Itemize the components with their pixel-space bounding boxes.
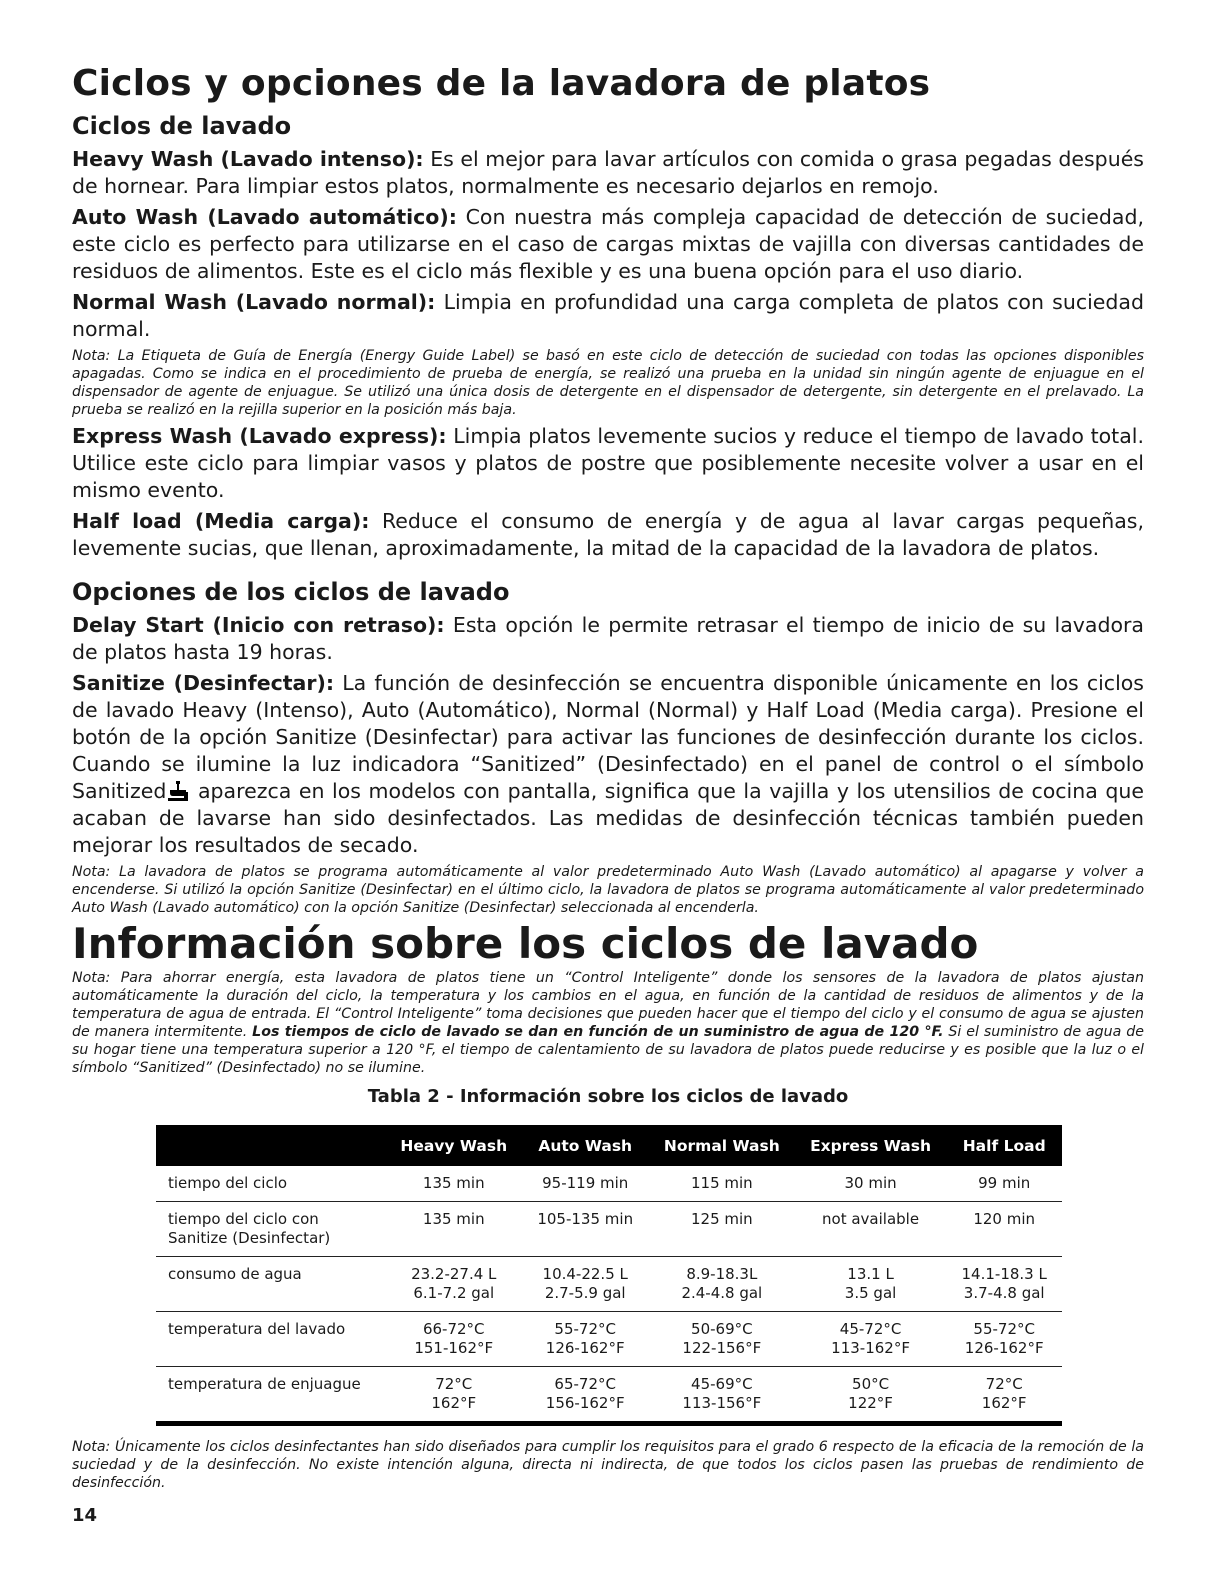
table-header-cell: Auto Wash [522, 1125, 649, 1166]
row-label: tiempo del ciclo [156, 1166, 386, 1202]
sanitized-symbol-icon [167, 780, 189, 802]
table-header-cell: Half Load [946, 1125, 1062, 1166]
table-header-cell: Normal Wash [649, 1125, 795, 1166]
cycle-description: Es el mejor para lavar artículos con comida o grasa pegadas después de hornear. Para limpiar estos platos, normalmente es necesario dejarlos en remojo. [72, 147, 1144, 198]
cell-value: 162°F [431, 1394, 477, 1412]
cell-value: 6.1-7.2 gal [413, 1284, 495, 1302]
table-cell [795, 1367, 947, 1424]
page-content [72, 62, 1144, 1496]
cell-value: 55-72°C [973, 1320, 1035, 1338]
option-delay-start [72, 612, 1144, 666]
section-heading-cycles: Ciclos de lavado [72, 112, 292, 140]
cell-value: 55-72°C [554, 1320, 616, 1338]
option-description-continued: aparezca en los modelos con pantalla, significa que la vajilla y los utensilios de cocina que acaban de lavarse han sido desinfectados. Las medidas de desinfección técnicas también pueden mejorar los resultados de secado. [72, 779, 1144, 857]
cell-value: 23.2-27.4 L [411, 1265, 497, 1283]
cycle-description: Reduce el consumo de energía y de agua al lavar cargas pequeñas, levemente sucias, que llenan, aproximadamente, la mitad de la capacidad de la lavadora de platos. [72, 509, 1144, 560]
table-cell [795, 1202, 947, 1257]
row-label: consumo de agua [156, 1257, 386, 1312]
cell-value: 120 min [973, 1210, 1036, 1228]
page-title: Ciclos y opciones de la lavadora de platos [72, 63, 931, 104]
table-cell [522, 1257, 649, 1312]
energy-guide-note: Nota: La Etiqueta de Guía de Energía (Energy Guide Label) se basó en este ciclo de detección de suciedad con todas las opciones disponibles apagadas. Como se indica en el procedimiento de prueba de energía, se realizó una prueba en la unidad sin ningún agente de enjuague en el dispensador de agente de enjuague. Se utilizó una única dosis de detergente en el dispensador de detergente, sin detergente en el prelavado. La prueba se realizó en la rejilla superior en la posición más baja. [72, 348, 1144, 418]
cell-value: 156-162°F [545, 1394, 625, 1412]
table-cell [522, 1166, 649, 1202]
cycle-term: Normal Wash (Lavado normal): [72, 290, 436, 314]
cell-value: 2.7-5.9 gal [544, 1284, 626, 1302]
table-cell [386, 1166, 522, 1202]
cycle-normal-wash [72, 289, 1144, 343]
table-cell [795, 1257, 947, 1312]
table-row [156, 1312, 1062, 1367]
section-heading-options: Opciones de los ciclos de lavado [72, 578, 510, 606]
cell-value: 162°F [981, 1394, 1027, 1412]
cell-value: 45-69°C [691, 1375, 753, 1393]
note-text-continued: Si el suministro de agua de su hogar tiene una temperatura superior a 120 °F, el tiempo de calentamiento de su lavadora de platos puede reducirse y es posible que la luz o el símbolo “Sanitized” (Desinfectado) no se ilumine. [72, 1024, 1144, 1076]
table-cell [386, 1257, 522, 1312]
table-cell [386, 1367, 522, 1424]
cell-value: 66-72°C [422, 1320, 485, 1338]
table-cell [386, 1202, 522, 1257]
page-number: 14 [72, 1505, 98, 1526]
cell-value: 126-162°F [545, 1339, 625, 1357]
table-cell [946, 1202, 1062, 1257]
option-sanitize [72, 670, 1144, 859]
table-cell [795, 1312, 947, 1367]
note-text: Nota: Para ahorrar energía, esta lavadora de platos tiene un “Control Inteligente” donde los sensores de la lavadora de platos ajustan automáticamente la duración del ciclo, la temperatura y los cambios en el agua, en función de la cantidad de residuos de alimentos y de la temperatura de agua de entrada. El “Control Inteligente” toma decisiones que pueden hacer que el tiempo del ciclo y el consumo de agua se ajusten de manera intermitente. [72, 970, 1144, 1040]
cell-value: 135 min [422, 1210, 485, 1228]
cell-value: 65-72°C [554, 1375, 616, 1393]
cell-value: 13.1 L [847, 1265, 894, 1283]
option-description: Esta opción le permite retrasar el tiempo de inicio de su lavadora de platos hasta 19 horas. [72, 613, 1144, 664]
table-row [156, 1166, 1062, 1202]
cycle-description: Limpia en profundidad una carga completa de platos con suciedad normal. [72, 290, 1144, 341]
cell-value: 3.5 gal [844, 1284, 897, 1302]
cell-value: 122-156°F [682, 1339, 762, 1357]
table-row [156, 1202, 1062, 1257]
cycle-term: Heavy Wash (Lavado intenso): [72, 147, 424, 171]
table-header-cell: Heavy Wash [386, 1125, 522, 1166]
option-term: Sanitize (Desinfectar): [72, 671, 335, 695]
cell-value: 125 min [690, 1210, 753, 1228]
table-header-cell: Express Wash [795, 1125, 947, 1166]
info-heading: Información sobre los ciclos de lavado [72, 919, 979, 968]
cycle-term: Express Wash (Lavado express): [72, 424, 447, 448]
table-row [156, 1257, 1062, 1312]
cell-value: 3.7-4.8 gal [963, 1284, 1045, 1302]
sanitization-footer-note: Nota: Únicamente los ciclos desinfectantes han sido diseñados para cumplir los requisitos para el grado 6 respecto de la eficacia de la remoción de la suciedad y de la desinfección. No existe intención alguna, directa ni indirecta, de que todos los ciclos pasen las pruebas de rendimiento de desinfección. [72, 1439, 1144, 1491]
cycle-description: Con nuestra más compleja capacidad de detección de suciedad, este ciclo es perfecto para utilizarse en el caso de cargas mixtas de vajilla con diversas cantidades de residuos de alimentos. Este es el ciclo más flexible y es una buena opción para el uso diario. [72, 205, 1144, 283]
note-emphasis: Los tiempos de ciclo de lavado se dan en función de un suministro de agua de 120 °F. [252, 1024, 944, 1040]
table-cell [946, 1257, 1062, 1312]
option-term: Delay Start (Inicio con retraso): [72, 613, 445, 637]
table-cell [649, 1166, 795, 1202]
cell-value: 72°C [435, 1375, 473, 1393]
sanitize-note: Nota: La lavadora de platos se programa automáticamente al valor predeterminado Auto Wash (Lavado automático) al apagarse y volver a encenderse. Si utilizó la opción Sanitize (Desinfectar) en el último ciclo, la lavadora de platos se programa automáticamente al valor predeterminado Auto Wash (Lavado automático) con la opción Sanitize (Desinfectar) seleccionada al encenderla. [72, 864, 1144, 916]
cell-value: 50-69°C [691, 1320, 753, 1338]
cycle-description: Limpia platos levemente sucios y reduce el tiempo de lavado total. Utilice este ciclo para limpiar vasos y platos de postre que posiblemente necesite volver a usar en el mismo evento. [72, 424, 1144, 502]
cell-value: 113-162°F [831, 1339, 910, 1357]
option-description: La función de desinfección se encuentra disponible únicamente en los ciclos de lavado Heavy (Intenso), Auto (Automático), Normal (Normal) y Half Load (Media carga). Presione el botón de la opción Sanitize (Desinfectar) para activar las funciones de desinfección durante los ciclos. Cuando se ilumine la luz indicadora “Sanitized” (Desinfectado) en el panel de control o el símbolo Sanitized [72, 671, 1144, 803]
table-row [156, 1367, 1062, 1424]
cycle-term: Half load (Media carga): [72, 509, 370, 533]
table-cell [946, 1367, 1062, 1424]
cell-value: 115 min [690, 1174, 753, 1192]
table-cell [795, 1166, 947, 1202]
table-cell [522, 1367, 649, 1424]
cell-value: 30 min [844, 1174, 897, 1192]
cycle-heavy-wash [72, 146, 1144, 200]
cell-value: 122°F [848, 1394, 893, 1412]
cell-value: 151-162°F [414, 1339, 494, 1357]
cycle-auto-wash [72, 204, 1144, 285]
cycle-half-load [72, 508, 1144, 562]
cell-value: 113-156°F [682, 1394, 762, 1412]
cell-value: 50°C [852, 1375, 890, 1393]
row-label: temperatura del lavado [156, 1312, 386, 1367]
cell-value: 10.4-22.5 L [542, 1265, 628, 1283]
cell-value: 2.4-4.8 gal [681, 1284, 763, 1302]
table-cell [649, 1312, 795, 1367]
table-cell [649, 1202, 795, 1257]
table-cell [649, 1367, 795, 1424]
row-label: tiempo del ciclo con Sanitize (Desinfectar) [156, 1202, 386, 1257]
table-header-row [156, 1125, 1062, 1166]
table-cell [649, 1257, 795, 1312]
cell-value: 14.1-18.3 L [961, 1265, 1047, 1283]
row-label: temperatura de enjuague [156, 1367, 386, 1424]
table-cell [522, 1312, 649, 1367]
cell-value: 72°C [985, 1375, 1023, 1393]
cycle-term: Auto Wash (Lavado automático): [72, 205, 457, 229]
table-cell [386, 1312, 522, 1367]
cell-value: 45-72°C [839, 1320, 902, 1338]
table-title: Tabla 2 - Información sobre los ciclos de lavado [367, 1086, 849, 1107]
cell-value: 105-135 min [537, 1210, 634, 1228]
cell-value: 8.9-18.3L [686, 1265, 758, 1283]
cell-value: 135 min [422, 1174, 485, 1192]
table-cell [522, 1202, 649, 1257]
cycle-express-wash [72, 423, 1144, 504]
cell-value: 126-162°F [964, 1339, 1044, 1357]
cycle-info-table [156, 1125, 1062, 1426]
cell-value: 99 min [978, 1174, 1031, 1192]
smart-control-note [72, 969, 1144, 1077]
table-cell [946, 1166, 1062, 1202]
table-header-cell [156, 1125, 386, 1166]
table-cell [946, 1312, 1062, 1367]
cell-value: 95-119 min [542, 1174, 629, 1192]
cell-value: not available [822, 1210, 920, 1228]
